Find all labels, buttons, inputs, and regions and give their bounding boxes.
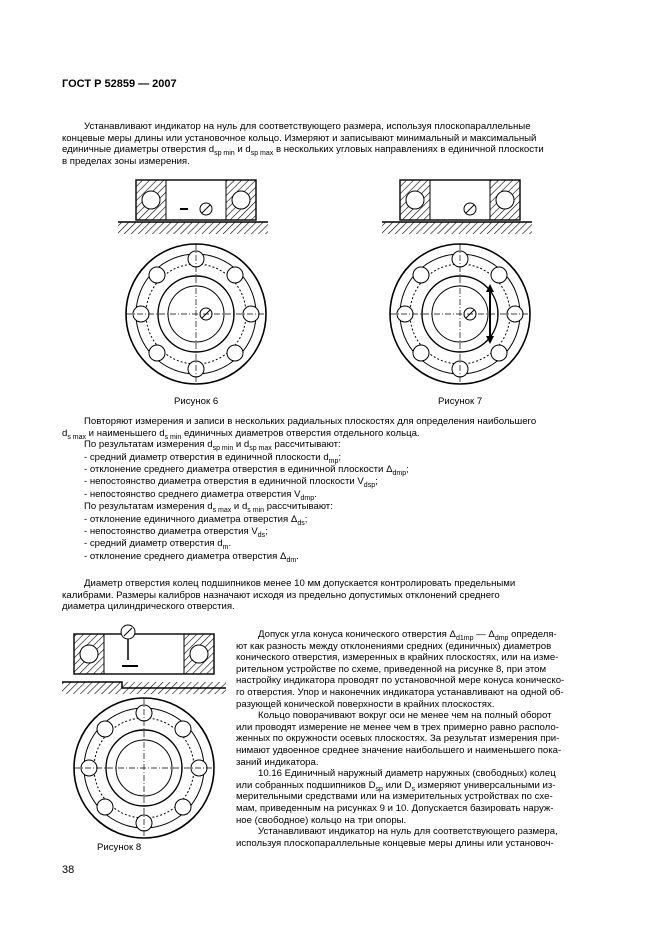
right-line: Допуск угла конуса конического отверстия $\Delta_{d1mp}$ — $\Delta_{dmp}$ определя- bbox=[258, 629, 557, 642]
right-line: используя плоскопараллельные концевые меры длины или установоч- bbox=[236, 837, 554, 849]
right-line: ют как разность между отклонениями средних (единичных) диаметров bbox=[236, 640, 552, 652]
middle-line: - непостоянство диаметра отверстия $V_{ds}$; bbox=[84, 526, 268, 539]
middle-line: - непостоянство диаметра отверстия в единичной плоскости $V_{dsp}$; bbox=[84, 476, 378, 490]
middle-block bbox=[62, 416, 599, 563]
page-number: 38 bbox=[62, 864, 75, 876]
bearing-section bbox=[382, 180, 532, 234]
middle-line: Повторяют измерения и записи в нескольких радиальных плоскостях для определения наибольшего bbox=[84, 416, 537, 427]
figure-6-drawing bbox=[118, 176, 278, 396]
bearing-plan-view bbox=[390, 244, 530, 384]
right-line: конического отверстия, измеренных в крайних плоскостях, или на изме- bbox=[236, 652, 559, 664]
bearing-plan-view bbox=[126, 244, 266, 384]
middle-line: $d_{s max}$ и наименьшего $d_{s min}$ единичных диаметров отверстия отдельного кольца. bbox=[62, 427, 420, 441]
calibre-paragraph bbox=[62, 578, 599, 613]
calibre-line: калибрами. Размеры калибров назначают исходя из предельно допустимых отклонений среднего bbox=[62, 589, 500, 601]
right-line: мерительными средствами или на измерительных устройствах по схе- bbox=[236, 791, 553, 803]
figure-6-caption: Рисунок 6 bbox=[174, 396, 219, 407]
intro-line: концевые меры длины или установочное кольцо. Измеряют и записывают минимальный и максимальный bbox=[62, 132, 537, 144]
figure-7-caption: Рисунок 7 bbox=[438, 396, 483, 407]
bearing-section bbox=[62, 625, 226, 694]
intro-line: Устанавливают индикатор на нуль для соответствующего размера, используя плоскопараллельные bbox=[84, 121, 531, 132]
bearing-section bbox=[118, 180, 268, 234]
middle-line: По результатам измерения $d_{s max}$ и $d_{s min}$ рассчитывают: bbox=[84, 501, 333, 515]
intro-line: в пределах зоны измерения. bbox=[62, 155, 190, 167]
right-line: Устанавливают индикатор на нуль для соответствующего размера, bbox=[258, 826, 558, 838]
right-line: заний индикатора. bbox=[236, 756, 319, 768]
calibre-line: Диаметр отверстия колец подшипников менее 10 мм допускается контролировать предельными bbox=[84, 578, 516, 589]
right-line: го отверстия. Упор и наконечник индикатора устанавливают на одной об- bbox=[236, 686, 564, 698]
right-line: настройку индикатора проводят по установочной мере конуса коническо- bbox=[236, 675, 565, 687]
figure-8-drawing bbox=[62, 620, 232, 842]
right-line: или проводят измерение не менее чем в трех примерно равно располо- bbox=[236, 721, 559, 733]
middle-line: - непостоянство среднего диаметра отверстия $V_{dmp}$. bbox=[84, 488, 317, 502]
middle-line: - отклонение среднего диаметра отверстия в единичной плоскости $\Delta_{dmp}$; bbox=[84, 464, 409, 477]
middle-line: По результатам измерения $d_{sp min}$ и $d_{sp max}$ рассчитывают: bbox=[84, 439, 341, 453]
right-column-text bbox=[236, 629, 599, 849]
right-line: 10.16 Единичный наружный диаметр наружных (свободных) колец bbox=[258, 768, 556, 780]
intro-paragraph bbox=[62, 121, 599, 167]
bearing-plan-view bbox=[74, 698, 214, 838]
right-line: ное (свободное) кольцо на три опоры. bbox=[236, 814, 407, 826]
right-line: разующей конической поверхности в крайних плоскостях. bbox=[236, 698, 495, 710]
document-header: ГОСТ Р 52859 — 2007 bbox=[62, 78, 177, 90]
middle-line: - отклонение среднего диаметра отверстия $\Delta_{dm}$. bbox=[84, 550, 299, 564]
right-line: женных по окружности осевых плоскостях. За результат измерения при- bbox=[236, 733, 560, 745]
intro-line: единичные диаметры отверстия $d_{sp min}$ и $d_{sp max}$ в нескольких угловых направлениях в единичной плоскости bbox=[62, 144, 544, 158]
figure-8-caption: Рисунок 8 bbox=[97, 842, 142, 853]
right-line: нимают удвоенное среднее значение наибольшего и наименьшего пока- bbox=[236, 744, 562, 756]
middle-line: - средний диаметр отверстия $d_m$. bbox=[84, 538, 232, 552]
right-line: мам, приведенным на рисунках 9 и 10. Допускается базировать наруж- bbox=[236, 802, 554, 814]
right-line: или собранных подшипников $D_{sp}$ или $D_s$ измеряют универсальными из- bbox=[236, 779, 556, 793]
figure-7-drawing bbox=[382, 176, 542, 396]
right-line: рительном устройстве по схеме, приведенной на рисунке 8, при этом bbox=[236, 663, 547, 675]
middle-line: - отклонение единичного диаметра отверстия $\Delta_{ds}$; bbox=[84, 513, 308, 527]
right-line: Кольцо поворачивают вокруг оси не менее чем на полный оборот bbox=[258, 710, 552, 722]
middle-line: - средний диаметр отверстия в единичной плоскости $d_{mp}$; bbox=[84, 451, 342, 465]
calibre-line: диаметра цилиндрического отверстия. bbox=[62, 601, 235, 613]
